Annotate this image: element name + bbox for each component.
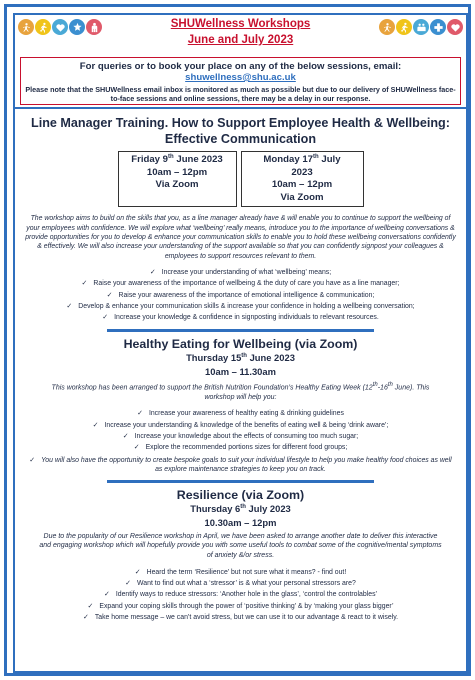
check-icon: ✓ xyxy=(102,314,109,322)
session-day: Friday 9 xyxy=(131,154,169,166)
section-title: Resilience (via Zoom) xyxy=(176,488,305,503)
list-item xyxy=(15,612,466,623)
list-item xyxy=(15,267,466,278)
list-item-text: Increase your knowledge about the effects of consuming too much sugar; xyxy=(134,433,359,441)
check-icon: ✓ xyxy=(81,280,88,288)
bullet-list xyxy=(15,567,466,624)
check-icon: ✓ xyxy=(106,291,113,299)
list-item xyxy=(15,589,466,600)
cross-icon xyxy=(430,19,446,35)
list-item xyxy=(15,601,466,612)
date-suffix: th xyxy=(168,154,174,161)
list-item-text: Expand your coping skills through the power of ‘positive thinking’ & by ‘making your glass bigger’ xyxy=(99,602,394,610)
session-time: 10am – 12pm xyxy=(271,179,333,191)
check-icon: ✓ xyxy=(103,591,110,599)
check-icon: ✓ xyxy=(137,410,143,418)
session-date xyxy=(129,154,226,167)
check-icon: ✓ xyxy=(82,613,89,621)
poster-frame xyxy=(4,4,471,676)
bullet-list xyxy=(15,408,466,453)
running-icon xyxy=(396,19,412,35)
section-line-manager xyxy=(15,107,466,623)
section-description: Due to the popularity of our Resilience workshop in April, we have been asked to arrange another date to deliver this interactive and engaging workshop which will hopefully provide you with some useful tools to combat some of the cognitive/mental symptoms of anxiety &/or stress. xyxy=(39,532,442,559)
list-item xyxy=(15,567,466,578)
check-icon: ✓ xyxy=(125,579,132,587)
list-item xyxy=(15,431,466,442)
heart-icon xyxy=(447,19,463,35)
session-location: Via Zoom xyxy=(280,191,324,203)
list-item xyxy=(15,442,466,453)
section-divider xyxy=(107,329,374,332)
extra-text: You will also have the opportunity to create bespoke goals to suit your individual lifestyle to help you make healthy food choices as well as explore maintenance strategies to keep you on track. xyxy=(41,456,452,473)
list-item-text: Identify ways to reduce stressors: ‘Another hole in the glass’, ‘control the controlables’ xyxy=(115,591,378,599)
list-item-text: Raise your awareness of the importance of emotional intelligence & communication; xyxy=(118,291,375,299)
right-icon-strip xyxy=(379,19,463,35)
session-box-2 xyxy=(241,151,364,207)
workshop-time: 10.30am – 12pm xyxy=(204,516,277,528)
check-icon: ✓ xyxy=(29,456,36,464)
session-time: 10am – 12pm xyxy=(146,166,208,178)
session-boxes xyxy=(15,151,466,207)
inbox-note: Please note that the SHUWellness email inbox is monitored as much as possible but due to our delivery of SHUWellness face-to-face sessions and online sessions, there may be a delay in our response. xyxy=(25,85,456,103)
section-resilience xyxy=(15,488,466,623)
section-description xyxy=(37,381,444,403)
yoga-icon xyxy=(379,19,395,35)
list-item-text: Increase your awareness of healthy eating & drinking guidelines xyxy=(148,410,344,418)
list-item-text: Heard the term ‘Resilience’ but not sure what it means? - find out! xyxy=(146,568,347,576)
section-description: The workshop aims to build on the skills that you, as a line manager already have & will enable you to continue to support the wellbeing of your employees with confidence. We will explore what ‘wellbeing’ really means, introduce you to the importance of wellbeing conversations & provide opportunities for you to develop & enhance your communication skills to enable you to hold these wellbeing conversations confidently & effectively. We will also increase your understanding of the support available so that you can confidently signpost your colleagues & employees to support resources relevant to them. xyxy=(25,215,456,260)
list-item xyxy=(15,290,466,301)
check-icon: ✓ xyxy=(92,421,99,429)
check-icon: ✓ xyxy=(133,444,140,452)
list-item xyxy=(15,420,466,431)
check-icon: ✓ xyxy=(134,568,141,576)
date-suffix: th xyxy=(372,381,378,388)
date-suffix: th xyxy=(240,504,246,511)
session-day: Monday 17 xyxy=(263,154,314,166)
list-item xyxy=(15,578,466,589)
section-divider xyxy=(107,480,374,483)
date-text: Thursday 15 xyxy=(186,352,242,364)
session-month: July 2023 xyxy=(291,154,341,178)
poster-inner-border xyxy=(13,13,468,673)
session-date xyxy=(252,154,353,179)
date-text: June 2023 xyxy=(246,352,295,364)
list-item xyxy=(15,301,466,312)
session-month: June 2023 xyxy=(173,154,223,166)
date-text: Thursday 6 xyxy=(190,503,241,515)
workshop-date xyxy=(15,502,466,516)
list-item xyxy=(15,278,466,289)
section-title: Line Manager Training. How to Support Employee Health & Wellbeing: Effective Communication xyxy=(31,116,450,147)
section-title: Healthy Eating for Wellbeing (via Zoom) xyxy=(123,337,358,352)
check-icon: ✓ xyxy=(87,602,94,610)
query-text: For queries or to book your place on any of the below sessions, email: xyxy=(79,61,402,72)
workshop-date xyxy=(15,351,466,365)
check-icon: ✓ xyxy=(149,268,156,276)
session-box-1 xyxy=(118,151,237,207)
desc-text: This workshop has been arranged to support the British Nutrition Foundation’s Healthy Eating Week (12 xyxy=(51,384,373,392)
list-item-text: Develop & enhance your communication skills & increase your confidence in holding a wellbeing conversation; xyxy=(78,302,415,310)
page-subtitle: June and July 2023 xyxy=(187,34,294,46)
list-item-text: Increase your knowledge & confidence in signposting individuals to relevant resources. xyxy=(114,314,379,322)
query-line xyxy=(24,61,457,83)
date-text: July 2023 xyxy=(245,503,291,515)
date-suffix: th xyxy=(387,381,393,388)
contact-notice xyxy=(20,57,461,105)
list-item-text: Increase your understanding & knowledge of the benefits of eating well & being ‘drink aware’; xyxy=(104,421,389,429)
list-item-text: Take home message – we can’t avoid stress, but we can use it to our advantage & react to it wisely. xyxy=(94,613,399,621)
desc-text: -16 xyxy=(377,384,388,392)
extra-note xyxy=(29,456,452,475)
check-icon: ✓ xyxy=(122,433,129,441)
list-item-text: Explore the recommended portions sizes for different food groups; xyxy=(145,444,348,452)
page-title: SHUWellness Workshops xyxy=(170,18,311,30)
email-link[interactable]: shuwellness@shu.ac.uk xyxy=(185,72,296,83)
date-suffix: th xyxy=(313,154,319,161)
date-suffix: th xyxy=(241,353,247,360)
workshop-time: 10am – 11.30am xyxy=(205,366,276,378)
list-item-text: Want to find out what a ‘stressor’ is & what your personal stressors are? xyxy=(137,579,356,587)
section-healthy-eating xyxy=(15,337,466,483)
session-location: Via Zoom xyxy=(155,179,199,191)
people-icon xyxy=(413,19,429,35)
header xyxy=(15,15,466,57)
bullet-list xyxy=(15,267,466,324)
desc-text: June). This workshop will help you: xyxy=(204,384,430,401)
list-item-text: Raise your awareness of the importance of wellbeing & the duty of care you have as a line manager; xyxy=(93,280,400,288)
list-item-text: Increase your understanding of what ‘wellbeing’ means; xyxy=(161,268,332,276)
list-item xyxy=(15,312,466,323)
list-item xyxy=(15,408,466,419)
check-icon: ✓ xyxy=(66,302,73,310)
